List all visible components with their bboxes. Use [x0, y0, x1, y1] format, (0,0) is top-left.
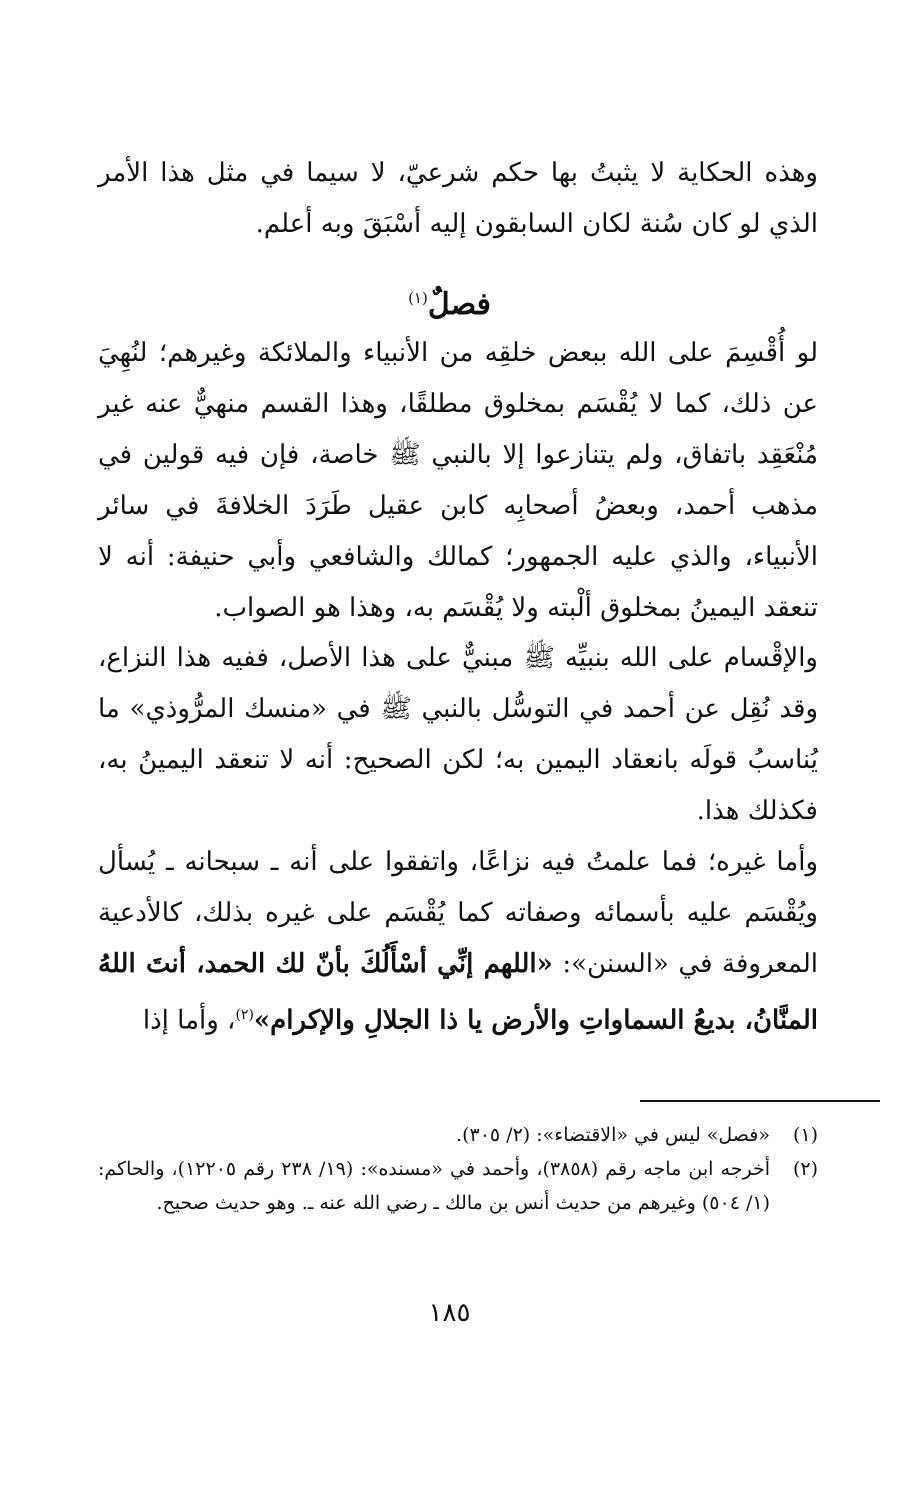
footnote-ref-2: (٢)	[235, 1007, 254, 1023]
footnote-ref-1: (١)	[408, 289, 428, 307]
footnote-number: (٢)	[792, 1158, 818, 1180]
footnote-item	[98, 1118, 818, 1152]
page-number: ١٨٥	[428, 1298, 471, 1328]
footnote-divider	[640, 1100, 880, 1102]
footnote-item	[98, 1152, 818, 1220]
paragraph-3-tail: ، وأما إذا	[142, 1005, 236, 1036]
paragraph-3	[98, 837, 818, 1047]
section-heading	[0, 278, 899, 325]
footnote-text: أخرجه ابن ماجه رقم (٣٨٥٨)، وأحمد في «مسنده»: (١٩/ ٢٣٨ رقم ١٢٢٠٥)، والحاكم: (١/ ٥٠٤) وغيرهم من حديث أنس بن مالك ـ رضي الله عنه ـ. وهو حديث صحيح.	[98, 1158, 770, 1214]
paragraph-intro: وهذه الحكاية لا يثبتُ بها حكم شرعيّ، لا سيما في مثل هذا الأمر الذي لو كان سُنة لكان السابقون إليه أسْبَقَ وبه أعلم.	[98, 158, 818, 239]
paragraph-3-text: وأما غيره؛ فما علمتُ فيه نزاعًا، واتفقوا على أنه ـ سبحانه ـ يُسأل ويُقْسَم عليه بأسمائه وصفاته كما يُقْسَم على غيره بذلك، كالأدعية المعروفة في «السنن»:	[98, 847, 819, 979]
hadith-quote: «اللهم إنِّي أسْأَلُكَ بأنّ لك الحمد، أنتَ اللهُ المنَّانُ، بديعُ السماواتِ والأرض يا ذا الجلالِ والإكرام»	[98, 949, 818, 1036]
footnote-text: «فصل» ليس في «الاقتضاء»: (٢/ ٣٠٥).	[456, 1124, 770, 1146]
footnotes	[98, 1118, 818, 1220]
paragraph-1: لو أُقْسِمَ على الله ببعض خلقِه من الأنبياء والملائكة وغيرهم؛ لنُهِيَ عن ذلك، كما لا يُقْسَم بمخلوق مطلقًا، وهذا القسم منهيٌّ عنه غير مُنْعَقِد باتفاق، ولم يتنازعوا إلا بالنبي ﷺ خاصة، فإن فيه قولين في مذهب أحمد، وبعضُ أصحابِه كابن عقيل طَرَدَ الخلافةَ في سائر الأنبياء، والذي عليه الجمهور؛ كمالك والشافعي وأبي حنيفة: أنه لا تنعقد اليمينُ بمخلوق ألْبته ولا يُقْسَم به، وهذا هو الصواب.	[98, 338, 818, 623]
footnote-number: (١)	[792, 1124, 818, 1146]
paragraph-2: والإقْسام على الله بنبيِّه ﷺ مبنيٌّ على هذا الأصل، ففيه هذا النزاع، وقد نُقِل عن أحمد في التوسُّل بالنبي ﷺ في «منسك المرُّوذي» ما يُناسبُ قولَه بانعقاد اليمين به؛ لكن الصحيح: أنه لا تنعقد اليمينُ به، فكذلك هذا.	[98, 643, 818, 826]
heading-text: فصلٌ	[427, 287, 491, 322]
